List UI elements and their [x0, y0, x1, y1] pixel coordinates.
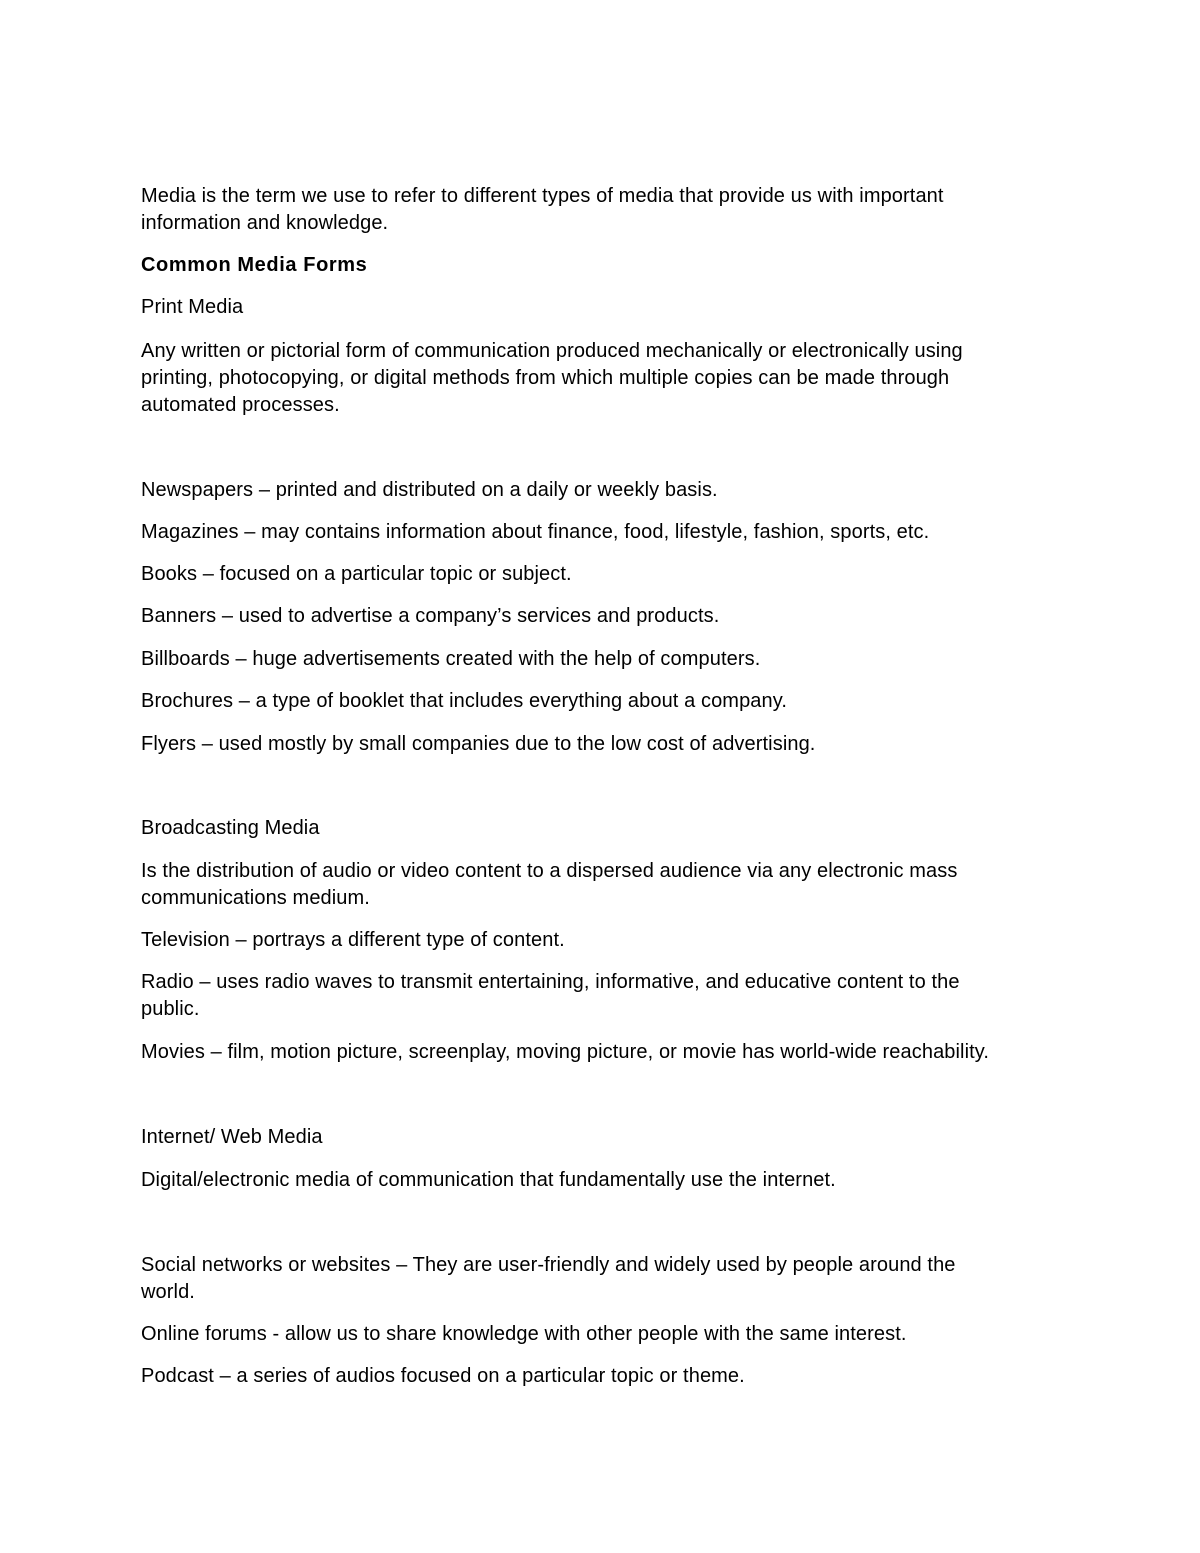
broadcast-definition-line-1: Is the distribution of audio or video content to a dispersed audience via any electronic mass: [141, 860, 958, 882]
print-item-billboards: Billboards – huge advertisements created with the help of computers.: [141, 648, 761, 670]
broadcast-definition-line-2: communications medium.: [141, 887, 370, 909]
print-item-flyers: Flyers – used mostly by small companies due to the low cost of advertising.: [141, 733, 816, 755]
print-media-title: Print Media: [141, 296, 244, 318]
broadcast-item-radio-line-1: Radio – uses radio waves to transmit entertaining, informative, and educative content to the: [141, 971, 960, 993]
print-definition-line-3: automated processes.: [141, 394, 340, 416]
print-item-brochures: Brochures – a type of booklet that includes everything about a company.: [141, 690, 788, 712]
broadcast-item-television: Television – portrays a different type of content.: [141, 929, 565, 951]
print-item-banners: Banners – used to advertise a company’s services and products.: [141, 605, 720, 627]
web-definition: Digital/electronic media of communication that fundamentally use the internet.: [141, 1169, 836, 1191]
print-item-magazines: Magazines – may contains information about finance, food, lifestyle, fashion, sports, etc.: [141, 521, 930, 543]
print-definition-line-1: Any written or pictorial form of communication produced mechanically or electronically using: [141, 340, 963, 362]
broadcast-item-movies: Movies – film, motion picture, screenplay, moving picture, or movie has world-wide reachability.: [141, 1041, 990, 1063]
web-media-title: Internet/ Web Media: [141, 1126, 323, 1148]
intro-line-2: information and knowledge.: [141, 212, 389, 234]
web-item-forums: Online forums - allow us to share knowledge with other people with the same interest.: [141, 1323, 907, 1345]
broadcast-item-radio-line-2: public.: [141, 998, 200, 1020]
print-definition-line-2: printing, photocopying, or digital methods from which multiple copies can be made through: [141, 367, 950, 389]
intro-line-1: Media is the term we use to refer to different types of media that provide us with important: [141, 185, 944, 207]
broadcast-media-title: Broadcasting Media: [141, 817, 320, 839]
web-item-social-line-2: world.: [141, 1281, 195, 1303]
web-item-podcast: Podcast – a series of audios focused on a particular topic or theme.: [141, 1365, 745, 1387]
print-item-newspapers: Newspapers – printed and distributed on a daily or weekly basis.: [141, 479, 718, 501]
web-item-social-line-1: Social networks or websites – They are user-friendly and widely used by people around the: [141, 1254, 956, 1276]
print-item-books: Books – focused on a particular topic or subject.: [141, 563, 572, 585]
section-heading: Common Media Forms: [141, 254, 368, 276]
